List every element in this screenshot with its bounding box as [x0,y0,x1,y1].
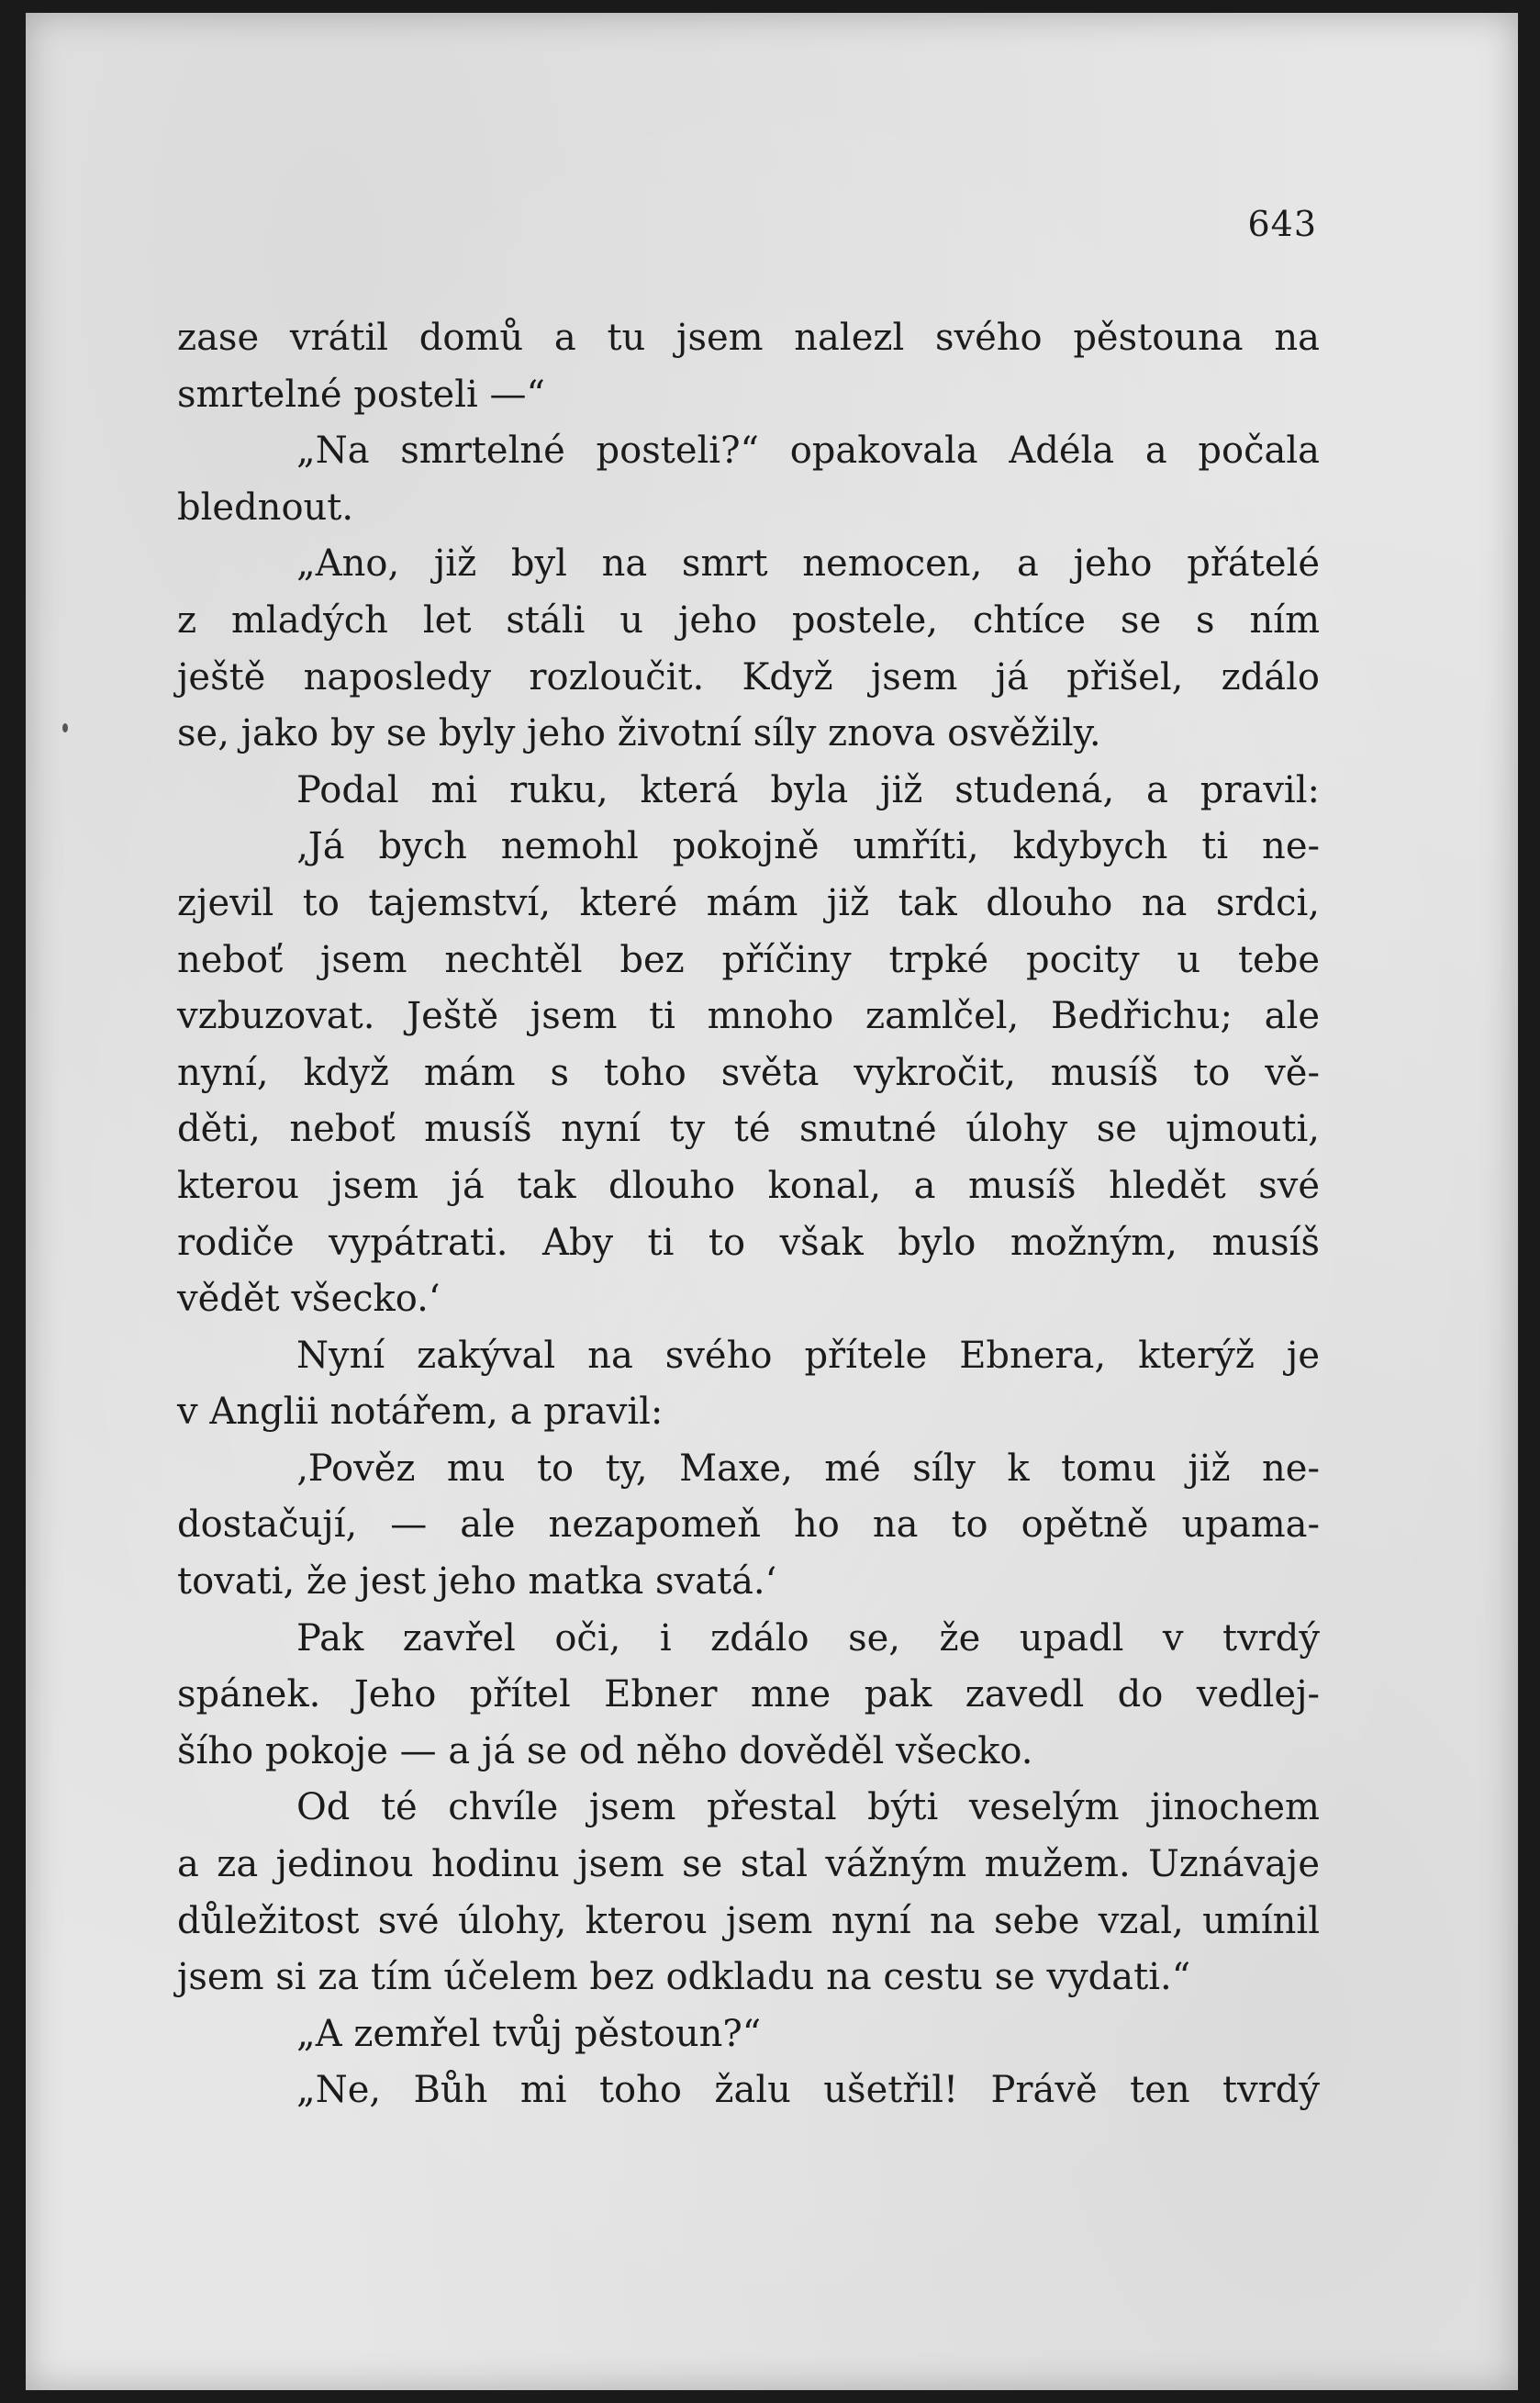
text-line: „Ne, Bůh mi toho žalu ušetřil! Právě ten tvrdý [296,2069,1320,2112]
text-line: „A zemřel tvůj pěstoun?“ [296,2012,762,2055]
text-line: ještě naposledy rozloučit. Když jsem já přišel, zdálo [177,655,1320,699]
text-line: z mladých let stáli u jeho postele, chtíce se s ním [177,598,1320,642]
text-line: smrtelné posteli —“ [177,373,545,416]
text-line: Nyní zakýval na svého přítele Ebnera, kterýž je [296,1334,1320,1377]
text-line: Pak zavřel oči, i zdálo se, že upadl v tvrdý [296,1616,1320,1660]
text-line: spánek. Jeho přítel Ebner mne pak zavedl do vedlej- [177,1673,1320,1716]
text-line: zjevil to tajemství, které mám již tak dlouho na srdci, [177,881,1320,924]
text-line: děti, neboť musíš nyní ty té smutné úlohy se ujmouti, [177,1108,1320,1151]
text-line: jsem si za tím účelem bez odkladu na cestu se vydati.“ [177,1956,1191,1999]
text-line: „Ano, již byl na smrt nemocen, a jeho přátelé [296,542,1320,586]
text-line: „Na smrtelné posteli?“ opakovala Adéla a počala [296,430,1320,473]
text-line: dostačují, — ale nezapomeň ho na to opětně upama- [177,1503,1320,1547]
text-line: vzbuzovat. Ještě jsem ti mnoho zamlčel, Bedřichu; ale [177,995,1320,1038]
text-line: rodiče vypátrati. Aby ti to však bylo možným, musíš [177,1221,1320,1264]
text-line: šího pokoje — a já se od něho dověděl všecko. [177,1729,1033,1772]
body-text [177,310,1320,2119]
text-line: kterou jsem já tak dlouho konal, a musíš hledět své [177,1164,1320,1207]
text-line: blednout. [177,486,354,529]
text-line: Od té chvíle jsem přestal býti veselým jinochem [296,1786,1320,1829]
text-line: ‚Pověz mu to ty, Maxe, mé síly k tomu již ne- [296,1447,1320,1490]
text-line: vědět všecko.‘ [177,1278,441,1321]
text-line: se, jako by se byly jeho životní síly znova osvěžily. [177,712,1101,755]
page-number: 643 [1247,204,1317,244]
text-line: Podal mi ruku, která byla již studená, a pravil: [296,768,1320,811]
margin-mark [62,723,68,732]
text-line: neboť jsem nechtěl bez příčiny trpké pocity u tebe [177,938,1320,981]
text-line: a za jedinou hodinu jsem se stal vážným mužem. Uznávaje [177,1843,1320,1886]
text-line: zase vrátil domů a tu jsem nalezl svého pěstouna na [177,317,1320,359]
text-line: důležitost své úlohy, kterou jsem nyní na sebe vzal, umínil [177,1899,1320,1942]
text-line: tovati, že jest jeho matka svatá.‘ [177,1560,777,1604]
text-line: v Anglii notářem, a pravil: [177,1391,664,1434]
text-line: nyní, když mám s toho světa vykročit, musíš to vě- [177,1051,1320,1094]
text-line: ‚Já bych nemohl pokojně umříti, kdybych ti ne- [296,825,1320,868]
